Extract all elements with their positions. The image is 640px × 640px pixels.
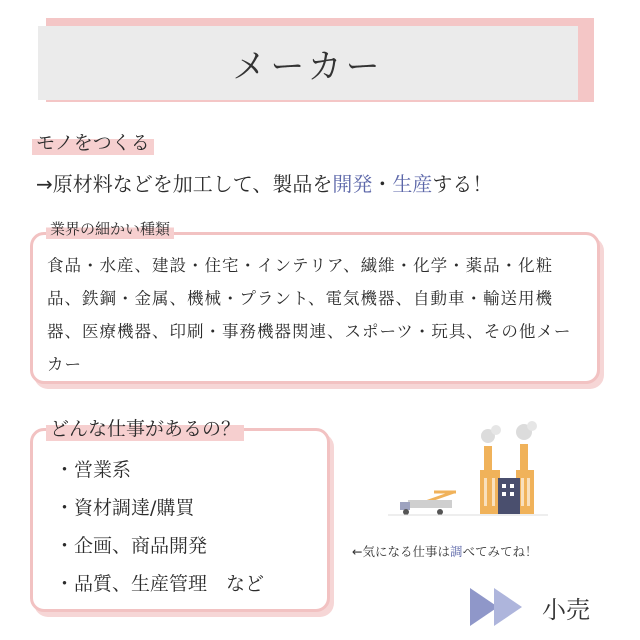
lead-keyword-develop: 開発 — [332, 172, 373, 196]
lead-keyword-produce: 生産 — [392, 172, 433, 196]
industries-list: 食品・水産、建設・住宅・インテリア、繊維・化学・薬品・化粧品、鉄鋼・金属、機械・プラント、電気機器、自動車・輸送用機器、医療機器、印刷・事務機器関連、スポーツ・玩具、その他メーカー — [47, 256, 572, 374]
job-item: ・品質、生産管理 など — [55, 573, 265, 595]
job-item: ・企画、商品開発 — [55, 535, 208, 557]
industries-card — [30, 232, 600, 384]
lead-prefix: →原材料などを加工して、製品を — [36, 172, 333, 196]
title-banner — [38, 26, 578, 100]
double-chevron-right-icon — [470, 586, 534, 628]
jobs-label: どんな仕事があるの？ — [46, 414, 244, 441]
note-text — [352, 542, 538, 560]
page-title: メーカー — [232, 46, 384, 87]
next-page-link[interactable] — [470, 586, 620, 628]
section-heading-make-things: モノをつくる — [32, 128, 154, 155]
industries-label: 業界の細かい種類 — [46, 218, 174, 239]
note-prefix: ←気になる仕事は — [352, 544, 450, 559]
note-keyword: 調 — [449, 544, 463, 559]
job-item: ・営業系 — [55, 459, 132, 481]
lead-suffix: する！ — [432, 172, 493, 196]
note-suffix: べてみてね！ — [462, 544, 538, 559]
jobs-card — [30, 428, 330, 612]
factory-illustration — [384, 420, 552, 520]
lead-sentence — [36, 168, 492, 197]
next-page-label: 小売 — [542, 596, 590, 624]
job-item: ・資材調達/購買 — [55, 497, 195, 519]
lead-separator: ・ — [372, 172, 393, 196]
